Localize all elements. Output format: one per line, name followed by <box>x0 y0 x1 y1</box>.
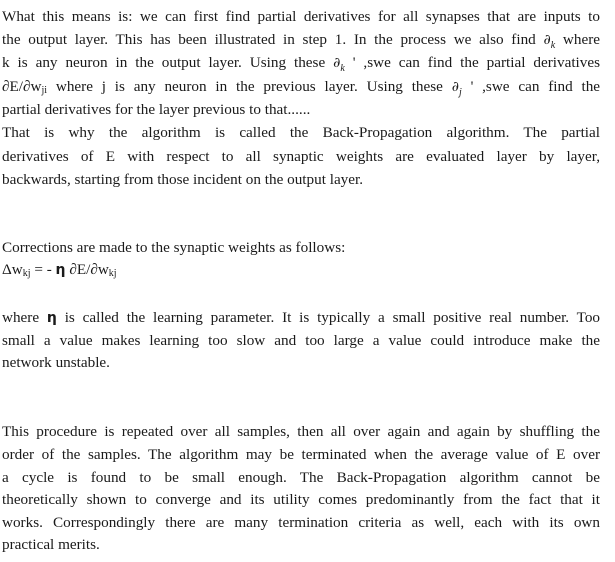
paragraph-1-line-2 <box>2 29 600 54</box>
text-run: a cycle is found to be small enough. The Back-Propagation algorithm cannot be <box>2 469 600 486</box>
text-run: This procedure is repeated over all samples, then all over again and again by shuffling the <box>2 423 600 440</box>
paragraph-4-line-3 <box>2 467 600 490</box>
text-run: where <box>2 309 40 326</box>
paragraph-1-line-3 <box>2 52 600 77</box>
paragraph-1-line-8 <box>2 169 600 192</box>
text-run: small a value makes learning too slow and too large a value could introduce make the <box>2 332 600 349</box>
formula: ∂E/∂w <box>2 78 42 95</box>
paragraph-4-line-4 <box>2 489 600 512</box>
text-run: is called the learning parameter. It is typically a small positive real number. Too <box>64 309 601 326</box>
formula: Δw <box>2 261 23 278</box>
paragraph-4-line-5 <box>2 512 600 535</box>
paragraph-3-line-3 <box>2 352 600 375</box>
paragraph-1-line-1 <box>2 6 600 29</box>
text-run: ' ,swe can find the partial derivatives <box>352 54 601 71</box>
partial-symbol: ∂ <box>451 79 459 95</box>
formula: = - <box>30 261 56 278</box>
text-run: network unstable. <box>2 354 110 371</box>
paragraph-3-line-2 <box>2 330 600 353</box>
paragraph-1-line-4 <box>2 76 600 101</box>
paragraph-1-line-7 <box>2 146 600 169</box>
paragraph-2-line-1 <box>2 237 600 260</box>
eta-symbol: η <box>46 310 57 326</box>
subscript: j <box>458 87 462 98</box>
subscript: kj <box>22 268 31 279</box>
partial-symbol: ∂ <box>543 32 551 48</box>
text-run: That is why the algorithm is called the Back-Propagation algorithm. The partial <box>2 124 600 141</box>
text-run: the output layer. This has been illustrated in step 1. In the process we also find <box>2 31 536 48</box>
subscript: k <box>550 40 556 51</box>
text-run: order of the samples. The algorithm may be terminated when the average value of E over <box>2 446 600 463</box>
subscript: k <box>340 63 345 74</box>
paragraph-3-line-1 <box>2 307 600 330</box>
text-run: partial derivatives for the layer previous to that...... <box>2 101 311 118</box>
text-run: practical merits. <box>2 536 100 553</box>
paragraph-4-line-1 <box>2 421 600 444</box>
weight-update-formula <box>2 259 600 284</box>
text-run: k is any neuron in the output layer. Using these <box>2 54 326 71</box>
text-run: works. Correspondingly there are many termination criteria as well, each with its own <box>2 514 600 531</box>
text-run: derivatives of E with respect to all synaptic weights are evaluated layer by layer, <box>2 148 600 165</box>
text-run: What this means is: we can first find partial derivatives for all synapses that are inputs to <box>2 8 600 25</box>
paragraph-1-line-5 <box>2 99 600 122</box>
eta-symbol: η <box>55 262 66 278</box>
text-run: where j is any neuron in the previous layer. Using these <box>55 78 443 95</box>
text-run: theoretically shown to converge and its utility comes predominantly from the fact that it <box>2 491 600 508</box>
paragraph-4-line-2 <box>2 444 600 467</box>
paragraph-1-line-6 <box>2 122 600 145</box>
text-run: where <box>562 31 601 48</box>
partial-symbol: ∂ <box>333 55 341 71</box>
text-run: backwards, starting from those incident on the output layer. <box>2 171 364 188</box>
text-run: ' ,swe can find the <box>470 78 601 95</box>
subscript: kj <box>108 268 117 279</box>
subscript: ji <box>41 85 48 96</box>
paragraph-4-line-6 <box>2 534 600 557</box>
formula: ∂E/∂w <box>65 261 109 278</box>
text-run: Corrections are made to the synaptic weights as follows: <box>2 239 346 256</box>
